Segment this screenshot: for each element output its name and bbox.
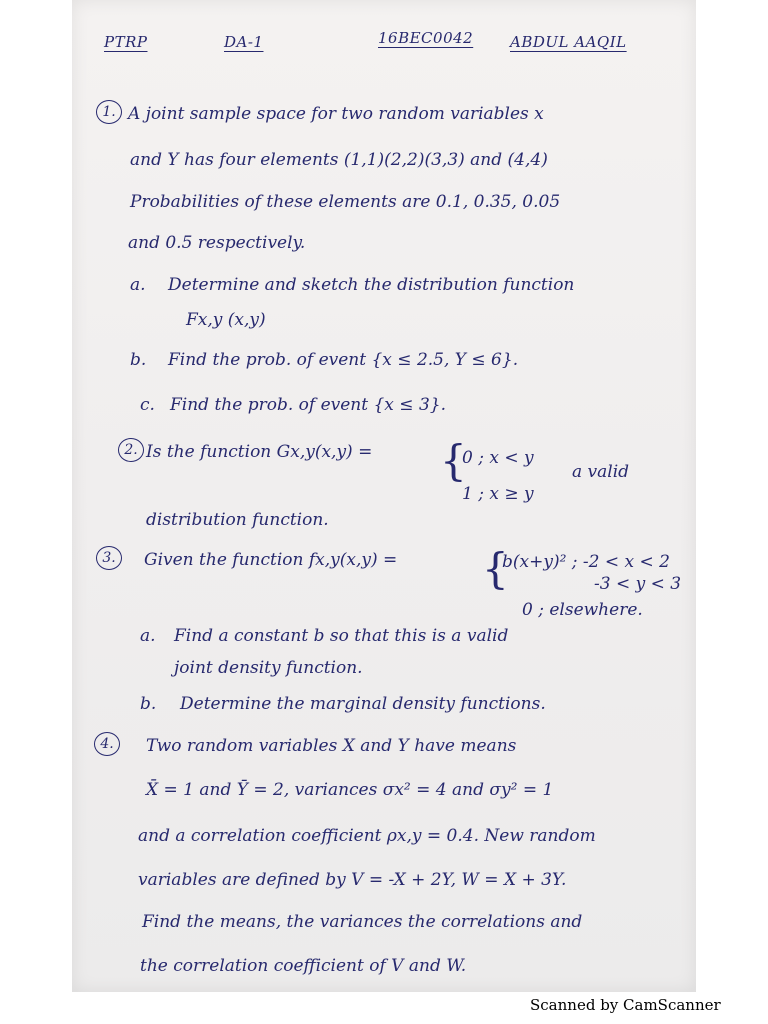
q4-line2: X̄ = 1 and Ȳ = 2, variances σx² = 4 and σy² = 1 (146, 780, 554, 800)
course-code: PTRP (104, 33, 148, 51)
q4-line6: the correlation coefficient of V and W. (140, 956, 467, 976)
question-1-number: 1. (96, 100, 122, 124)
q1-c-text: Find the prob. of event {x ≤ 3}. (170, 395, 446, 415)
q1-c-label: c. (140, 395, 155, 415)
scanner-watermark: Scanned by CamScanner (530, 996, 721, 1014)
q3-a-text2: joint density function. (174, 658, 363, 678)
student-name: ABDUL AAQIL (510, 33, 627, 51)
q2-brace: { (440, 436, 467, 485)
q3-case1b: -3 < y < 3 (594, 574, 682, 594)
question-3-number: 3. (96, 546, 122, 570)
q1-b-label: b. (130, 350, 147, 370)
q1-a-text: Determine and sketch the distribution function (168, 275, 575, 295)
q2-case2: 1 ; x ≥ y (462, 484, 534, 504)
q2-line2: distribution function. (146, 510, 329, 530)
q2-tail: a valid (572, 462, 630, 482)
q1-line3: Probabilities of these elements are 0.1, 0.35, 0.05 (130, 192, 561, 212)
q1-line2: and Y has four elements (1,1)(2,2)(3,3) and (4,4) (130, 150, 548, 170)
q1-line4: and 0.5 respectively. (128, 233, 306, 253)
q2-case1: 0 ; x < y (462, 448, 534, 468)
q3-b-label: b. (140, 694, 157, 714)
q3-a-text: Find a constant b so that this is a valid (174, 626, 509, 646)
q3-case1: b(x+y)² ; -2 < x < 2 (502, 552, 670, 572)
q3-a-label: a. (140, 626, 156, 646)
q3-b-text: Determine the marginal density functions. (180, 694, 546, 714)
question-2-number: 2. (118, 438, 144, 462)
registration-number: 16BEC0042 (378, 29, 474, 47)
q2-line1: Is the function Gx,y(x,y) = (146, 442, 373, 462)
q3-case2: 0 ; elsewhere. (522, 600, 643, 620)
q1-b-text: Find the prob. of event {x ≤ 2.5, Y ≤ 6}. (168, 350, 519, 370)
q3-brace: { (482, 544, 509, 593)
q4-line4: variables are defined by V = -X + 2Y, W = X + 3Y. (138, 870, 567, 890)
q3-line1: Given the function fx,y(x,y) = (144, 550, 398, 570)
q4-line5: Find the means, the variances the correlations and (142, 912, 583, 932)
q1-a-label: a. (130, 275, 146, 295)
q4-line1: Two random variables X and Y have means (146, 736, 517, 756)
question-4-number: 4. (94, 732, 120, 756)
assignment-label: DA-1 (224, 33, 264, 51)
q1-a-function: Fx,y (x,y) (186, 310, 266, 330)
q4-line3: and a correlation coefficient ρx,y = 0.4. New random (138, 826, 596, 846)
q1-line1: A joint sample space for two random variables x (128, 104, 544, 124)
